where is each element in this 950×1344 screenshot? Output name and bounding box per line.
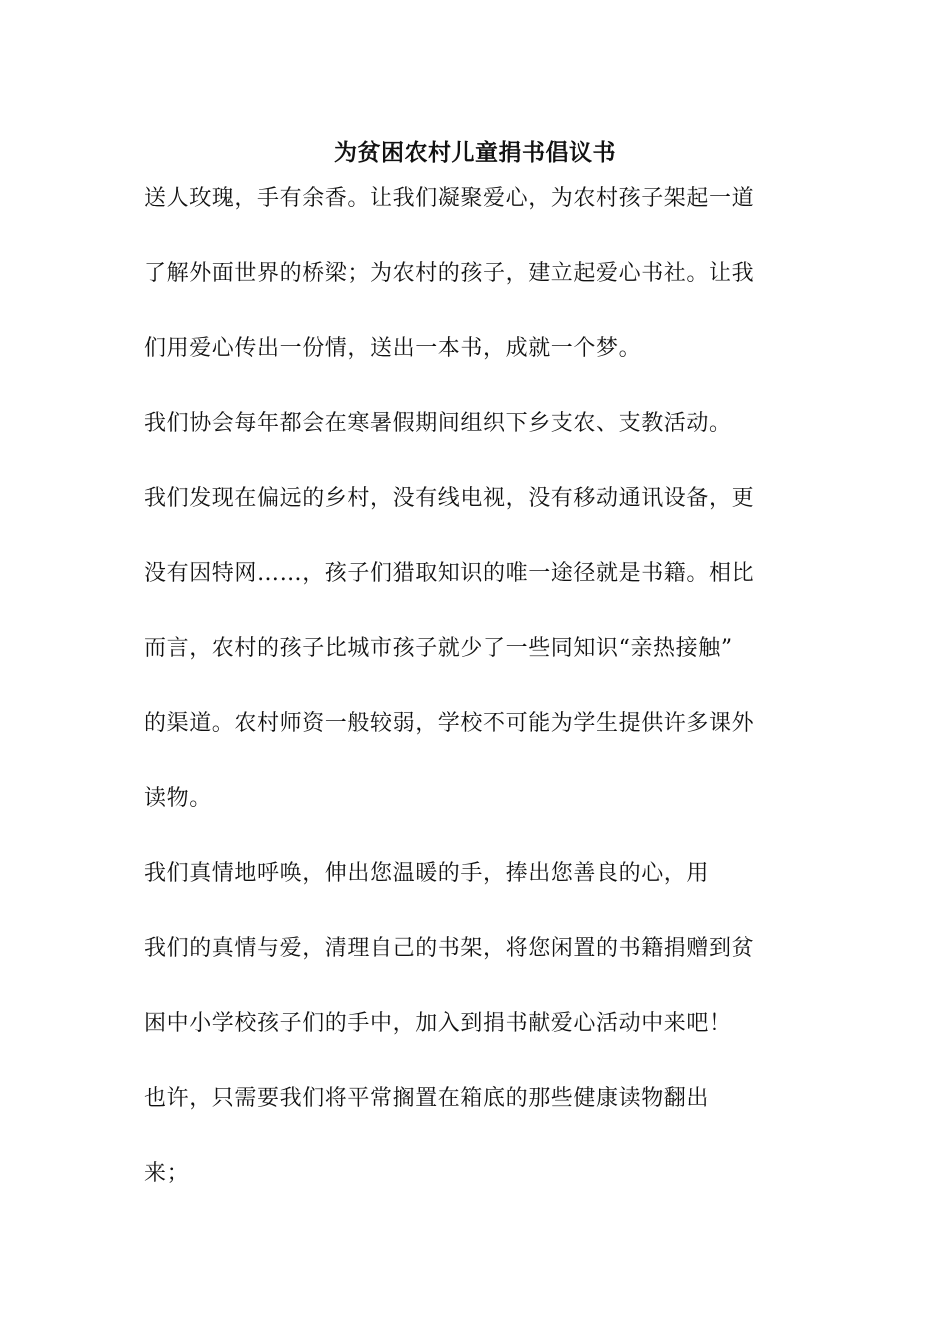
text-line: 我们真情地呼唤，伸出您温暖的手，捧出您善良的心，用 bbox=[144, 861, 710, 886]
text-line: 来； bbox=[144, 1161, 190, 1186]
text-line: 们用爱心传出一份情，送出一本书，成就一个梦。 bbox=[144, 336, 642, 361]
text-line: 送人玫瑰，手有余香。让我们凝聚爱心，为农村孩子架起一道 bbox=[144, 186, 755, 211]
text-line: 我们的真情与爱，清理自己的书架，将您闲置的书籍捐赠到贫 bbox=[144, 936, 755, 961]
text-line: 读物。 bbox=[144, 786, 212, 811]
text-line: 没有因特网……，孩子们猎取知识的唯一途径就是书籍。相比 bbox=[144, 561, 755, 586]
text-line: 困中小学校孩子们的手中，加入到捐书献爱心活动中来吧！ bbox=[144, 1011, 732, 1036]
text-line: 也许，只需要我们将平常搁置在箱底的那些健康读物翻出 bbox=[144, 1086, 710, 1111]
text-line: 的渠道。农村师资一般较弱，学校不可能为学生提供许多课外 bbox=[144, 711, 755, 736]
text-line: 我们协会每年都会在寒暑假期间组织下乡支农、支教活动。 bbox=[144, 411, 732, 436]
document-title: 为贫困农村儿童捐书倡议书 bbox=[334, 139, 616, 166]
text-line: 我们发现在偏远的乡村，没有线电视，没有移动通讯设备，更 bbox=[144, 486, 755, 511]
text-line: 而言，农村的孩子比城市孩子就少了一些同知识“亲热接触” bbox=[144, 636, 733, 661]
text-line: 了解外面世界的桥梁；为农村的孩子，建立起爱心书社。让我 bbox=[144, 261, 755, 286]
